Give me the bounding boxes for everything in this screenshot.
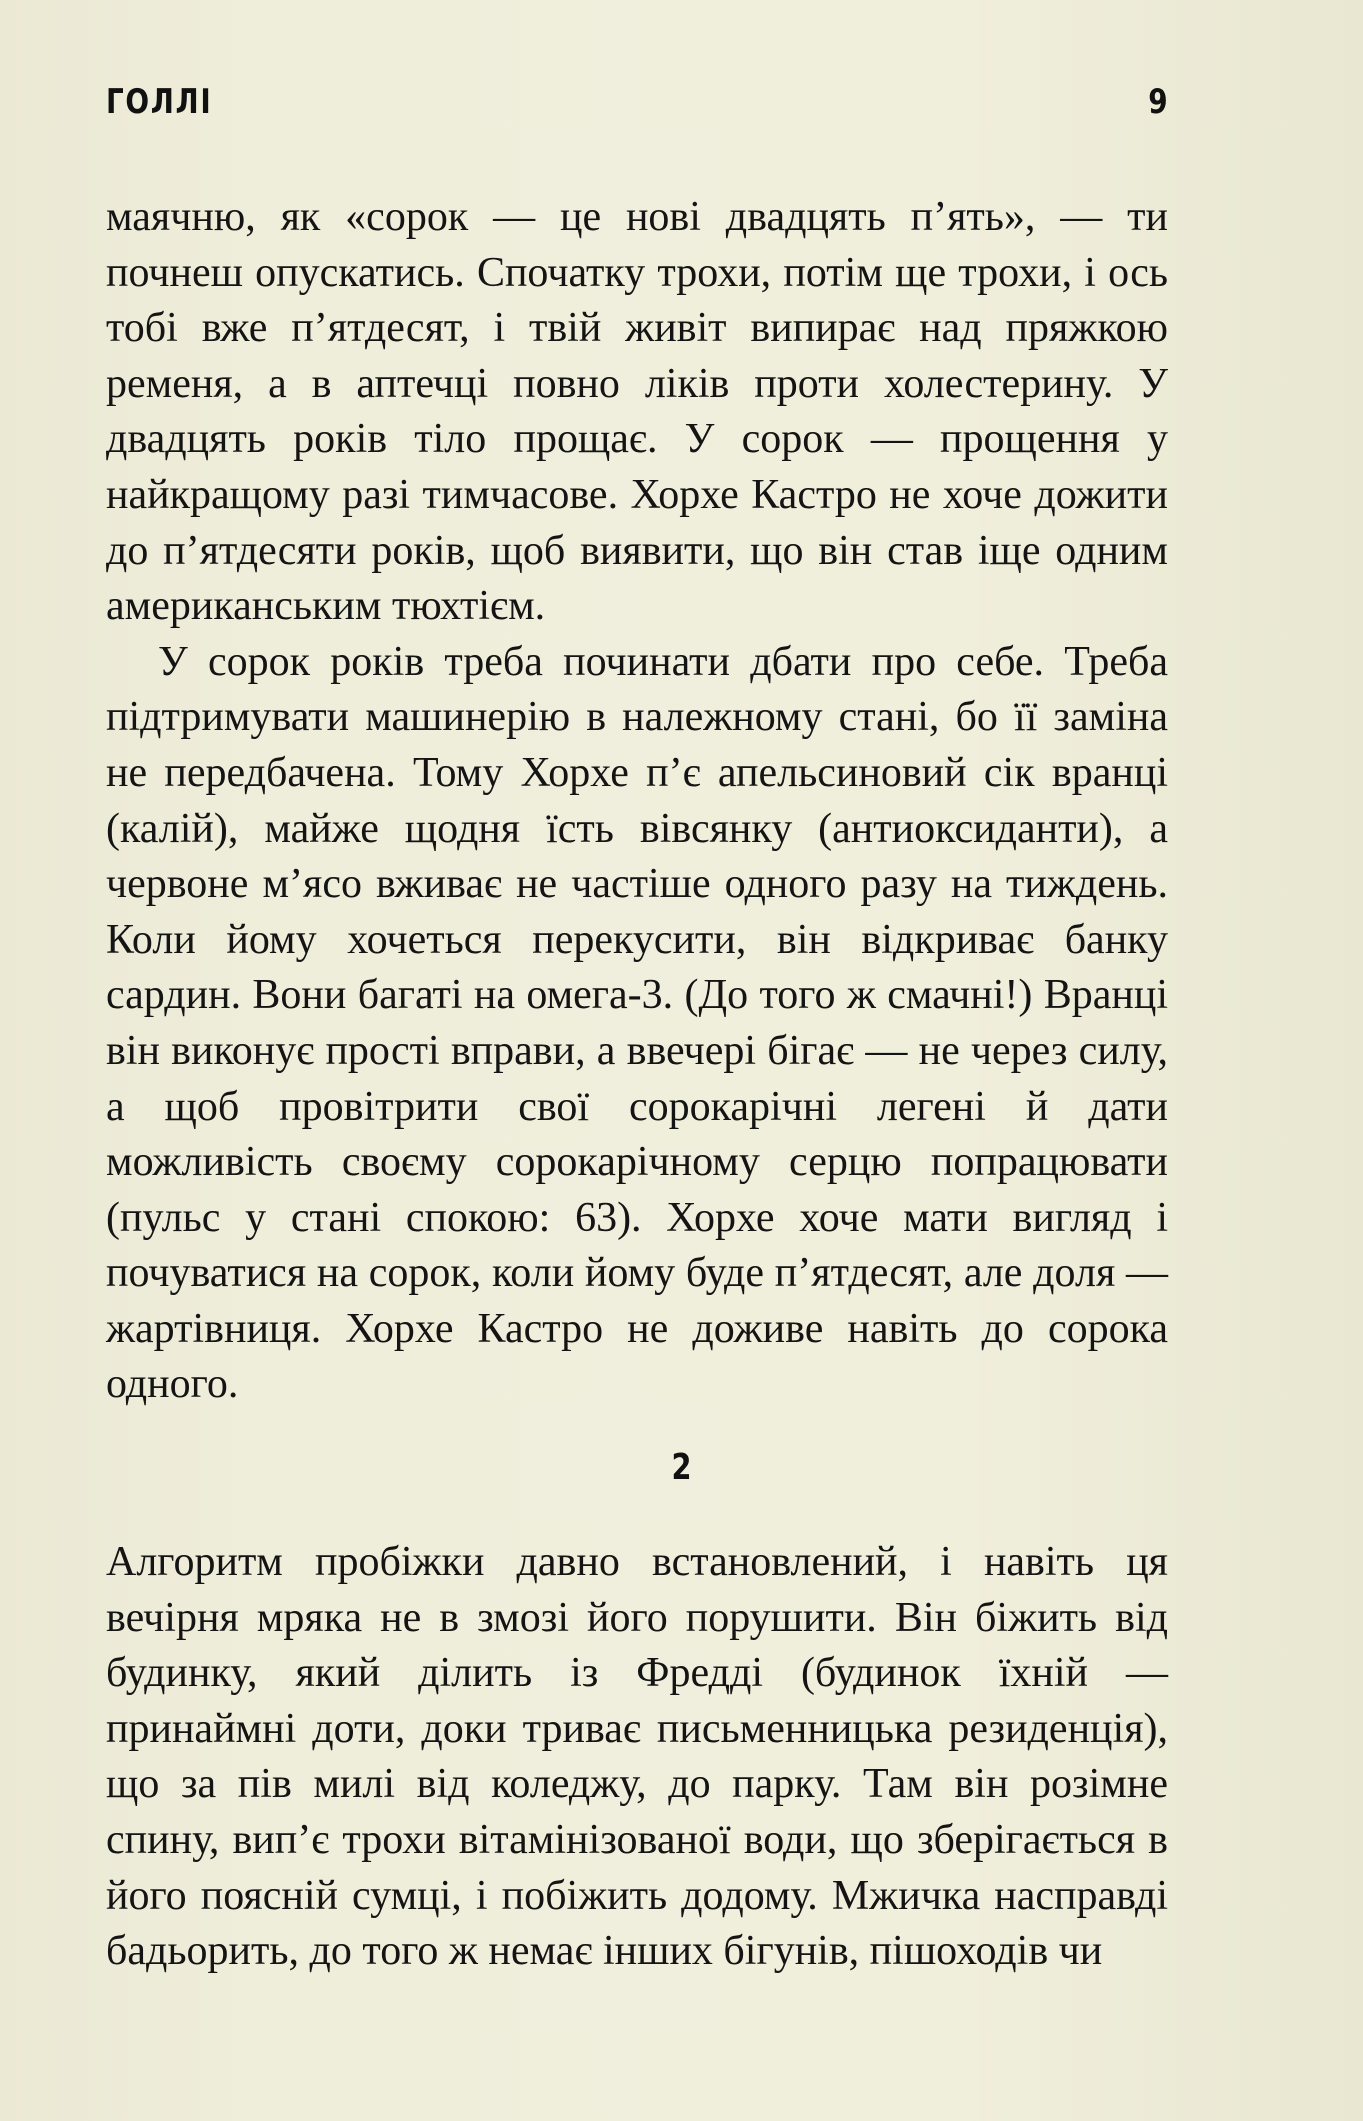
section-number-label: 2 [671, 1447, 692, 1488]
section-2-text [106, 1535, 1168, 1980]
section-1-text [106, 190, 1168, 1413]
section-number [0, 1447, 1363, 1488]
paragraph: У сорок років треба починати дбати про себе. Треба підтримувати машинерію в належному стані, бо її заміна не передбачена. Тому Хорхе п’є апельсиновий сік вранці (калій), майже щодня їсть вівсянку (антиоксиданти), а червоне м’ясо вживає не частіше одного разу на тиждень. Коли йому хочеться перекусити, він відкриває банку сардин. Вони багаті на омега-3. (До того ж смачні!) Вранці він виконує прості вправи, а ввечері бігає — не через силу, а щоб провітрити свої сорокарічні легені й дати можливість своєму сорокарічному серцю попрацювати (пульс у стані спокою: 63). Хорхе хоче мати вигляд і почуватися на сорок, коли йому буде п’ятдесят, але доля — жартівниця. Хорхе Кастро не доживе навіть до сорока одного. [106, 638, 1168, 1408]
paragraph: Алгоритм пробіжки давно встановлений, і навіть ця вечірня мряка не в змозі його порушити. Він біжить від будинку, який ділить із Фредді (будинок їхній — принаймні доти, доки триває письменницька резиденція), що за пів милі від коледжу, до парку. Там він розімне спину, вип’є трохи вітамінізованої води, що зберігається в його поясній сумці, і побіжить додому. Мжичка насправді бадьорить, до того ж немає інших бігунів, пішоходів чи [106, 1539, 1168, 1975]
running-head [106, 82, 1168, 132]
paragraph: маячню, як «сорок — це нові двадцять п’ять», — ти почнеш опускатись. Спочатку трохи, потім ще трохи, і ось тобі вже п’ятдесят, і твій живіт випирає над пряжкою ременя, а в аптечці повно ліків проти холестерину. У двадцять років тіло прощає. У сорок — прощення у найкращому разі тимчасове. Хорхе Кастро не хоче дожити до п’ятдесяти років, щоб виявити, що він став іще одним американським тюхтієм. [106, 194, 1168, 630]
page-number: 9 [1148, 82, 1168, 122]
running-head-title: ГОЛЛІ [106, 82, 213, 122]
